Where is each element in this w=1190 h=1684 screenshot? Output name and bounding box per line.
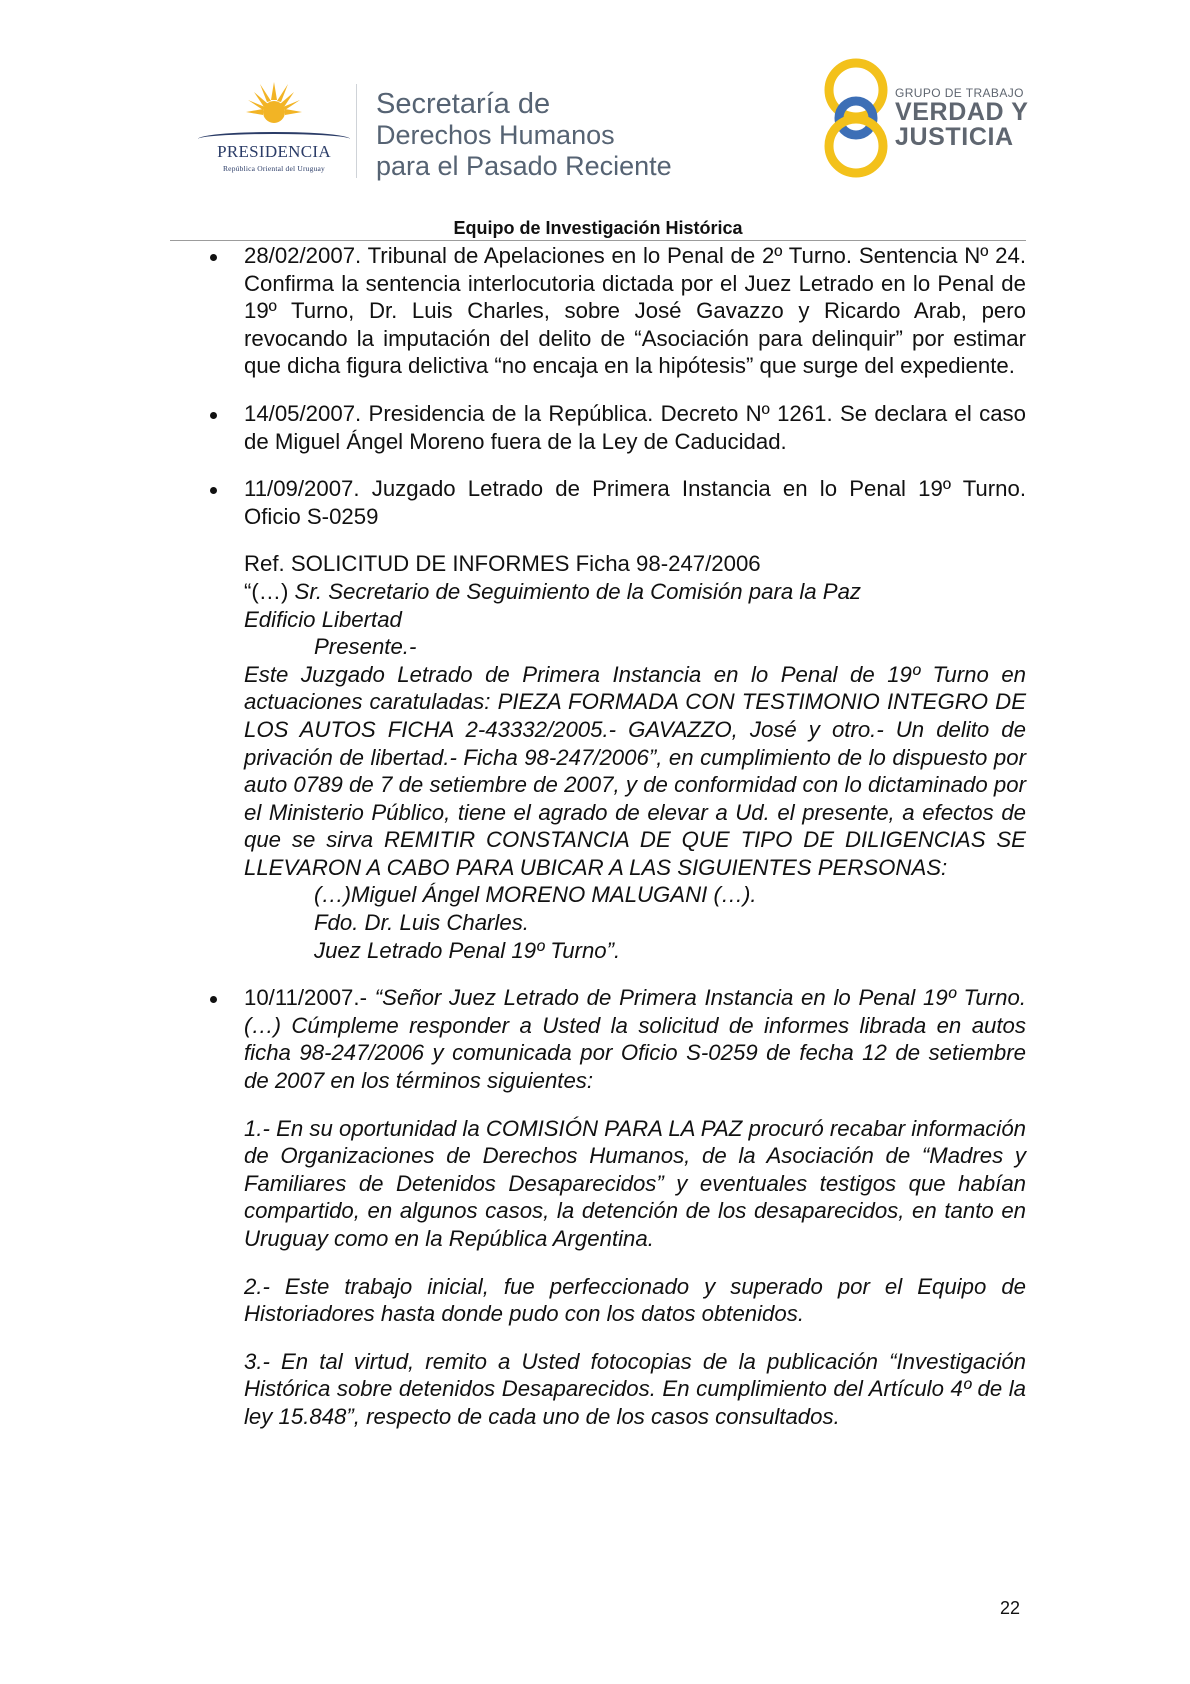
response-paragraph-1: 1.- En su oportunidad la COMISIÓN PARA LA PAZ procuró recabar información de Organizaciones de Derechos Humanos, de la Asociación de “Madres y Familiares de Detenidos Desaparecidos” y eventuales testigos que habían compartido, en algunos casos, la detención de los desaparecidos, en tanto en Uruguay como en la República Argentina. — [244, 1115, 1026, 1251]
secretaria-line-3: para el Pasado Reciente — [376, 150, 672, 181]
vj-small-text: GRUPO DE TRABAJO — [895, 86, 1024, 100]
oficio-to-2: Edificio Libertad — [244, 606, 402, 632]
vj-big-text-1: VERDAD Y — [895, 98, 1029, 126]
oficio-signature-2: Juez Letrado Penal 19º Turno”. — [314, 937, 621, 963]
list-item — [206, 400, 1026, 455]
oficio-body-wrap — [206, 661, 1026, 882]
page-number: 22 — [1000, 1598, 1021, 1618]
item-text: 28/02/2007. Tribunal de Apelaciones en lo Penal de 2º Turno. Sentencia Nº 24. Confirma la sentencia interlocutoria dictada por el Juez Letrado en lo Penal de 19º Turno, Dr. Luis Charles, sobre José Gavazzo y Ricardo Arab, pero revocando la imputación del delito de “Asociación para delinquir” por estimar que dicha figura delictiva “no encaja en la hipótesis” que surge del expediente. — [244, 243, 1026, 379]
oficio-signature-1: Fdo. Dr. Luis Charles. — [314, 910, 529, 936]
bullet-icon — [210, 254, 217, 261]
item-date: 10/11/2007.- — [244, 985, 375, 1011]
oficio-block — [206, 550, 1026, 633]
item-quote: “Señor Juez Letrado de Primera Instancia en lo Penal 19º Turno. (…) Cúmpleme responder a Usted la solicitud de informes librada en autos ficha 98-247/2006 y comunicada por Oficio S-0259 de fecha 12 de setiembre de 2007 en los términos siguientes: — [244, 985, 1026, 1094]
oficio-recipient — [244, 578, 1026, 606]
presidencia-subtitle: República Oriental del Uruguay — [222, 164, 325, 173]
item-text — [244, 984, 1026, 1094]
vj-big-text-2: JUSTICIA — [895, 123, 1014, 151]
bullet-icon — [210, 487, 217, 494]
list-item — [206, 984, 1026, 1094]
oficio-ref: Ref. SOLICITUD DE INFORMES Ficha 98-247/2006 — [244, 551, 761, 577]
quote-open: “(…) — [244, 578, 295, 604]
response-paragraph-3: 3.- En tal virtud, remito a Usted fotocopias de la publicación “Investigación Histórica sobre detenidos Desaparecidos. En cumplimiento del Artículo 4º de la ley 15.848”, respecto de cada uno de los casos consultados. — [244, 1348, 1026, 1429]
document-body — [206, 242, 1026, 1431]
presidencia-name: PRESIDENCIA — [217, 142, 331, 161]
secretaria-line-2: Derechos Humanos — [376, 120, 615, 151]
section-heading: Equipo de Investigación Histórica — [453, 218, 743, 238]
item-text: 14/05/2007. Presidencia de la República. Decreto Nº 1261. Se declara el caso de Miguel Ángel Moreno fuera de la Ley de Caducidad. — [244, 400, 1026, 454]
bullet-icon — [210, 996, 217, 1003]
secretaria-line-1: Secretaría de — [376, 88, 551, 120]
oficio-presente: Presente.- — [314, 634, 417, 660]
secretaria-title — [376, 88, 672, 181]
response-paragraph-2: 2.- Este trabajo inicial, fue perfeccionado y superado por el Equipo de Historiadores hasta donde pudo con los datos obtenidos. — [244, 1273, 1026, 1327]
presidencia-logo — [196, 80, 352, 180]
header-divider — [356, 84, 357, 178]
verdad-justicia-text — [895, 86, 1029, 150]
bullet-icon — [210, 412, 217, 419]
item-text: 11/09/2007. Juzgado Letrado de Primera Instancia en lo Penal 19º Turno. Oficio S-0259 — [244, 476, 1026, 529]
response-block — [206, 1115, 1026, 1431]
sun-icon — [246, 80, 302, 136]
header-rule — [170, 240, 1026, 241]
oficio-person: (…)Miguel Ángel MORENO MALUGANI (…). — [314, 882, 757, 908]
list-item — [206, 242, 1026, 380]
list-item — [206, 475, 1026, 530]
oficio-to-1: Sr. Secretario de Seguimiento de la Comisión para la Paz — [294, 578, 862, 604]
oficio-body: Este Juzgado Letrado de Primera Instancia en lo Penal de 19º Turno en actuaciones caratuladas: PIEZA FORMADA CON TESTIMONIO INTEGRO DE LOS AUTOS FICHA 2-43332/2005.- GAVAZZO, José y otro.- Un delito de privación de libertad.- Ficha 98-247/2006”, en cumplimiento de lo dispuesto por auto 0789 de 7 de setiembre de 2007, y de conformidad con lo dictaminado por el Ministerio Público, tiene el agrado de elevar a Ud. el presente, a efectos de que se sirva REMITIR CONSTANCIA DE QUE TIPO DE DILIGENCIAS SE LLEVARON A CABO PARA UBICAR A LAS SIGUIENTES PERSONAS: — [244, 661, 1026, 880]
